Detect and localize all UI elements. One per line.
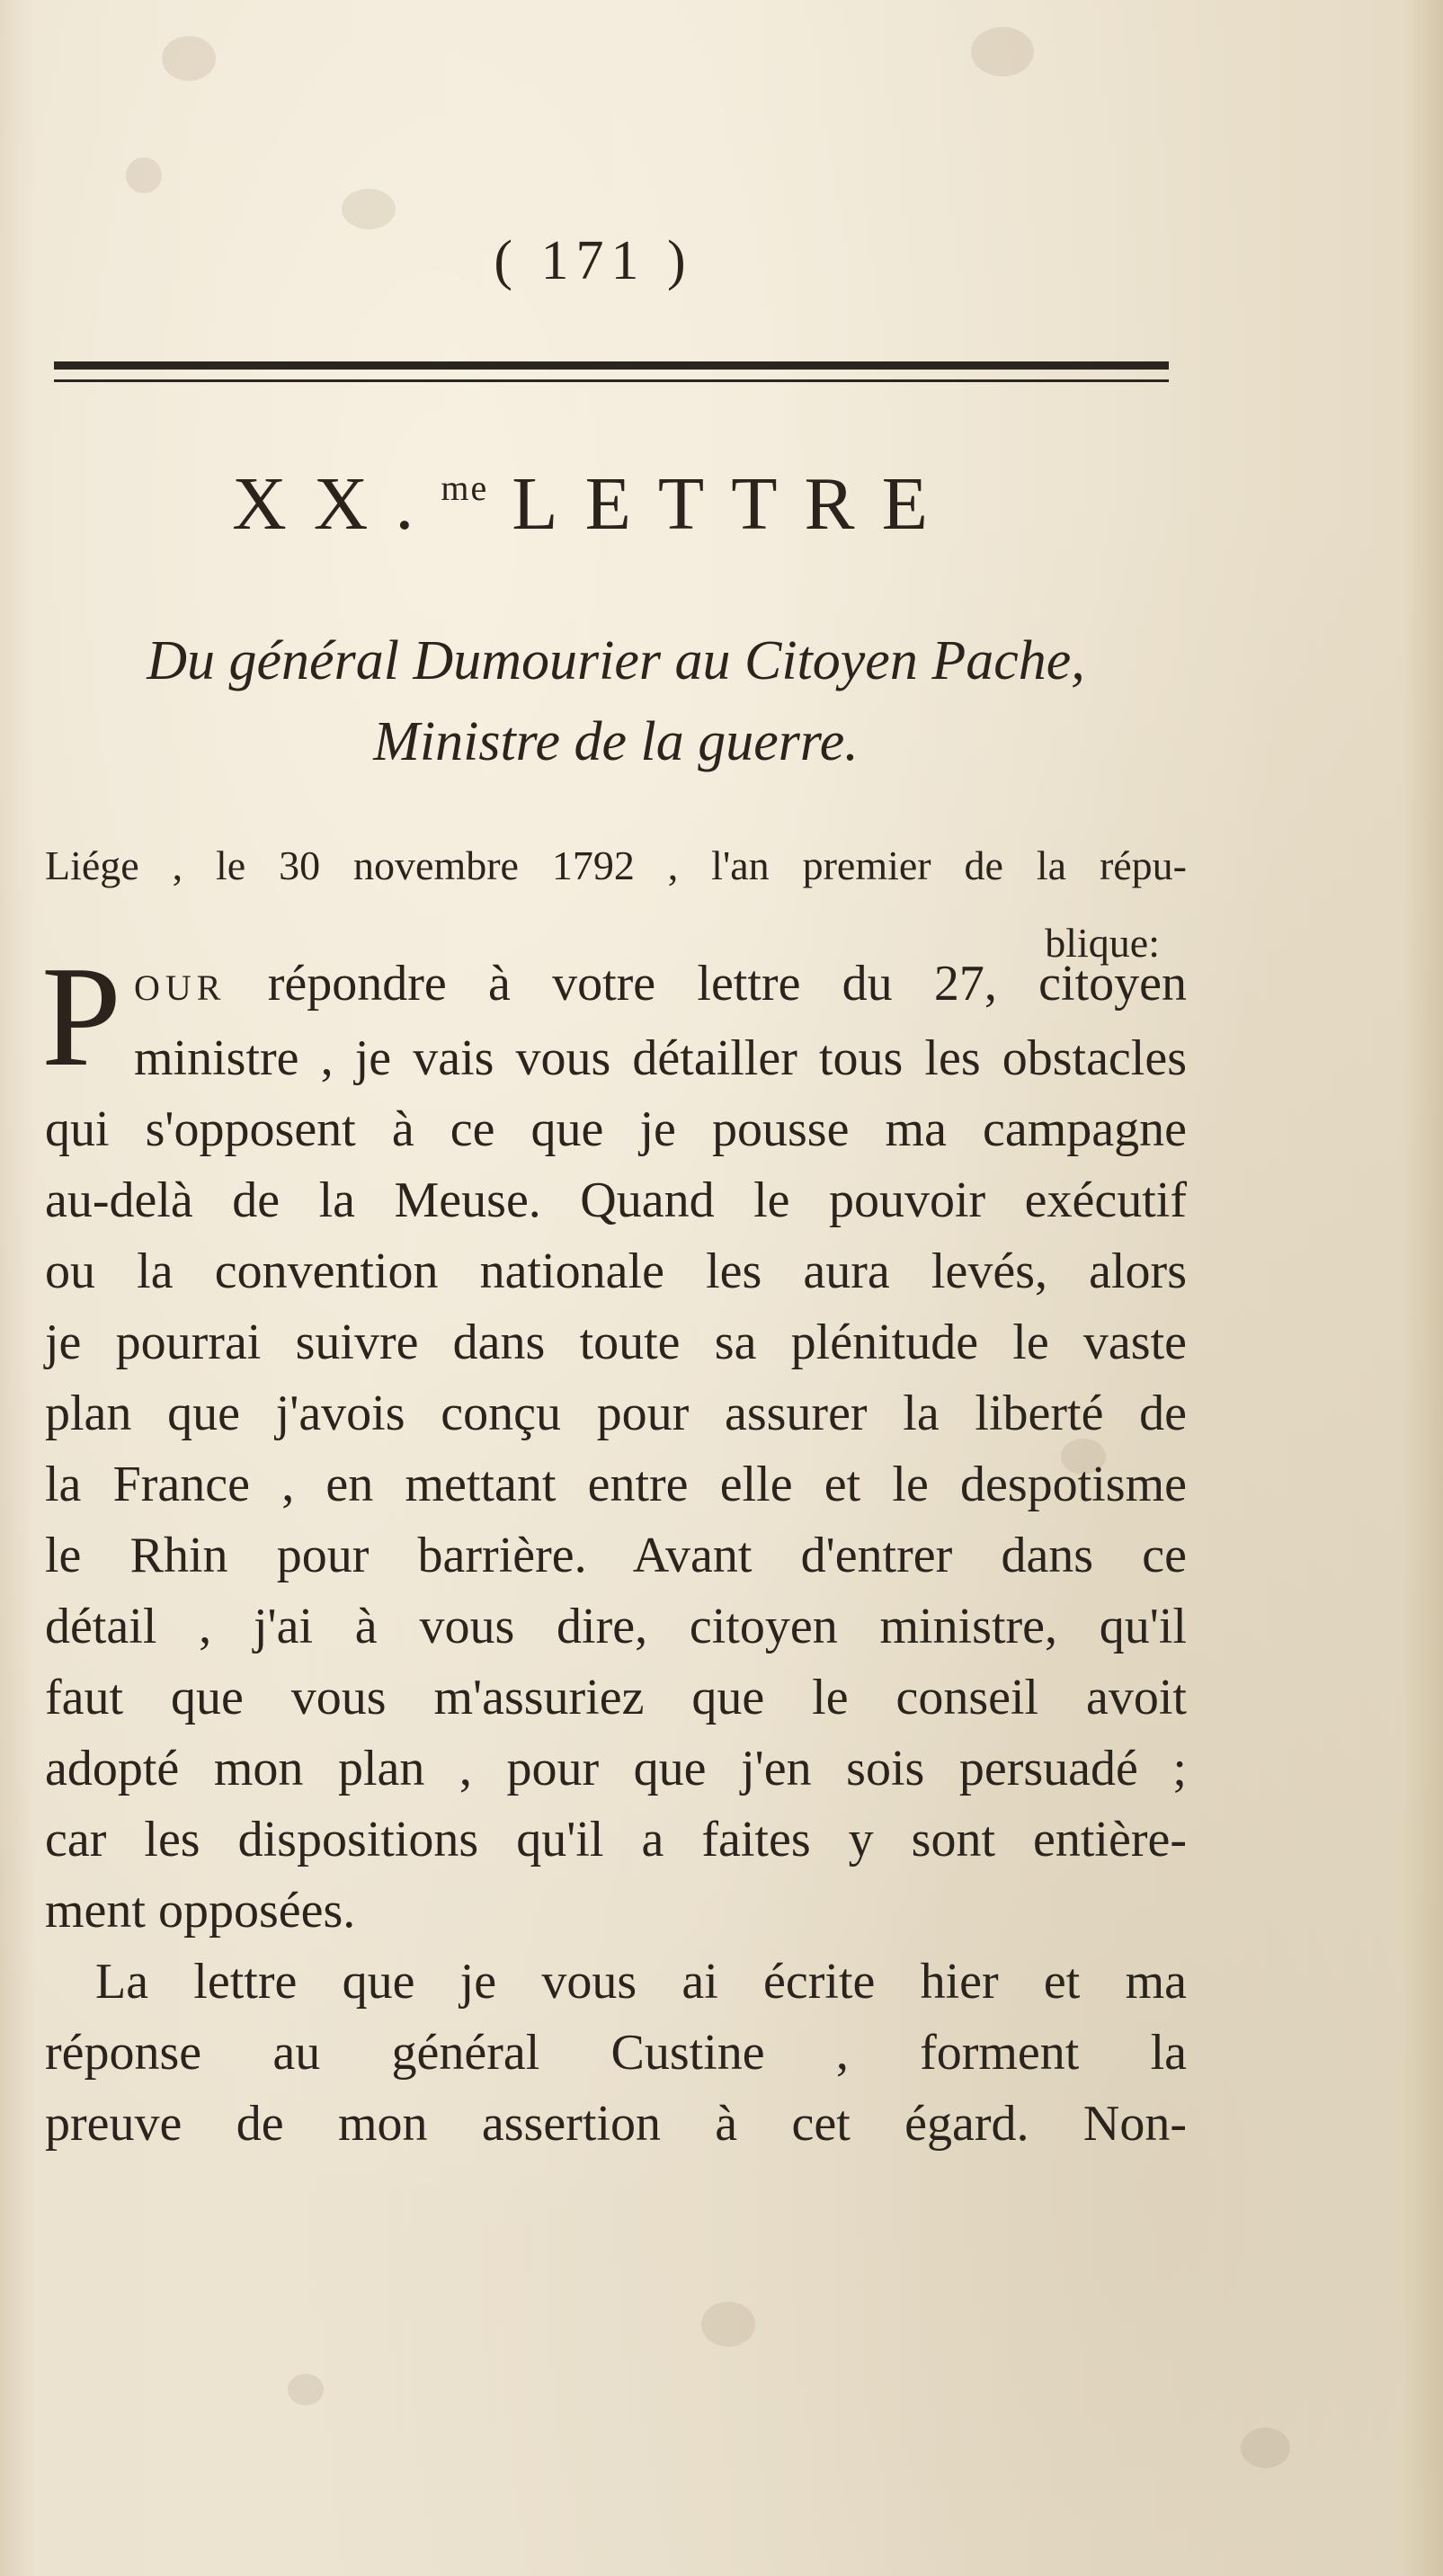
body-line-text: répondre à votre lettre du 27, citoyen (267, 956, 1188, 1012)
page-number: ( 171 ) (494, 230, 693, 291)
header-rule-thick (54, 361, 1169, 370)
small-caps-word: OUR (133, 967, 227, 1008)
paper-stain (701, 2302, 755, 2347)
body-line: preuve de mon assertion à cet égard. Non- (45, 2096, 1187, 2152)
body-line: ministre , je vais vous détailler tous les obstacles (133, 1030, 1187, 1086)
subtitle-line-2: Ministre de la guerre. (373, 711, 859, 772)
body-line: réponse au général Custine , forment la (45, 2025, 1187, 2081)
body-line: faut que vous m'assuriez que le conseil avoit (45, 1670, 1187, 1725)
body-line (45, 949, 1187, 1023)
letter-heading (0, 460, 1187, 548)
body-line: je pourrai suivre dans toute sa plénitude le vaste (45, 1315, 1187, 1370)
body-line: ment opposées. (45, 1883, 356, 1939)
heading-number: XX. (232, 462, 441, 546)
dateline-line-2: blique: (1045, 920, 1160, 966)
heading-superscript: me (441, 468, 489, 508)
paper-stain (162, 36, 216, 81)
body-line: car les dispositions qu'il a faites y sont entière- (45, 1812, 1187, 1867)
dateline-line-1: Liége , le 30 novembre 1792 , l'an premier de la répu- (45, 842, 1187, 888)
paper-stain (126, 157, 162, 193)
header-rule-thin (54, 379, 1169, 382)
body-line: le Rhin pour barrière. Avant d'entrer dans ce (45, 1528, 1187, 1583)
paper-stain (288, 2374, 324, 2405)
body-line: la France , en mettant entre elle et le despotisme (45, 1457, 1187, 1512)
letter-subtitle (45, 620, 1187, 782)
body-line: La lettre que je vous ai écrite hier et ma (95, 1954, 1187, 2010)
body-line: ou la convention nationale les aura levés, alors (45, 1243, 1187, 1299)
drop-cap: P (41, 936, 121, 1096)
paper-stain (342, 189, 396, 229)
body-line: qui s'opposent à ce que je pousse ma campagne (45, 1101, 1187, 1157)
heading-word: LETTRE (512, 462, 955, 546)
paper-stain (1241, 2428, 1290, 2468)
subtitle-line-1: Du général Dumourier au Citoyen Pache, (147, 630, 1085, 691)
body-line: plan que j'avois conçu pour assurer la liberté de (45, 1386, 1187, 1441)
paper-stain (971, 27, 1034, 76)
body-line: adopté mon plan , pour que j'en sois persuadé ; (45, 1741, 1187, 1796)
body-line: au-delà de la Meuse. Quand le pouvoir exécutif (45, 1172, 1187, 1228)
body-line: détail , j'ai à vous dire, citoyen ministre, qu'il (45, 1599, 1187, 1654)
